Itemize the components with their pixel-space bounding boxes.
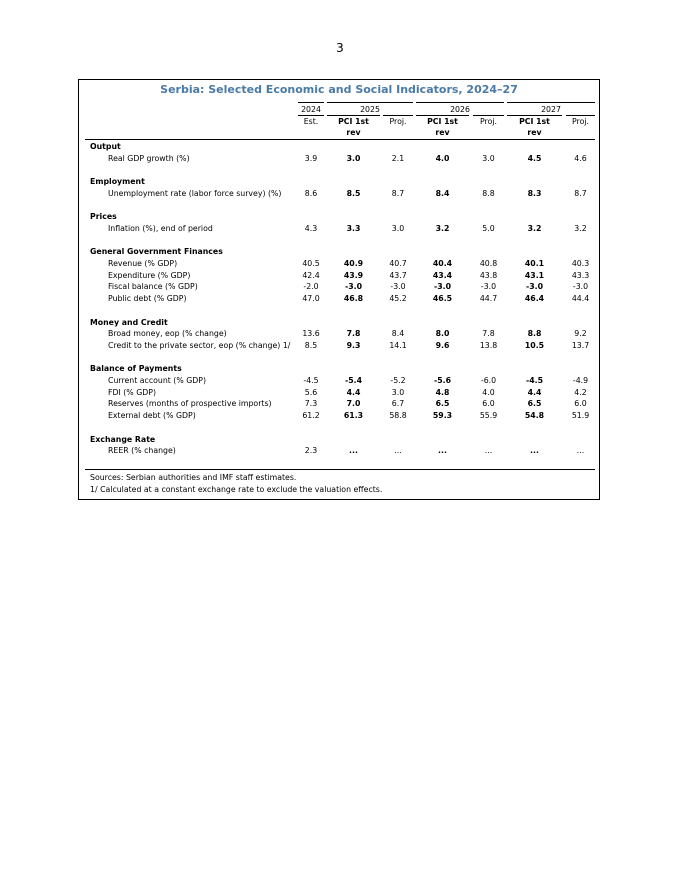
section-heading: Exchange Rate <box>90 434 156 444</box>
table-cell: 54.8 <box>524 411 545 421</box>
table-cell: 8.5 <box>304 340 318 350</box>
table-cell: 6.0 <box>574 399 587 409</box>
page-number: 3 <box>336 41 344 55</box>
table-cell: 7.3 <box>304 399 318 409</box>
table-cell: ... <box>530 446 539 456</box>
table-cell: 40.4 <box>432 259 453 268</box>
year-rule-2025 <box>327 102 413 103</box>
section-heading: Prices <box>90 212 117 222</box>
table-cell: 4.5 <box>527 153 542 163</box>
col-pci-2025: PCI 1st <box>338 117 369 126</box>
table-cell: -5.4 <box>344 376 363 385</box>
table-cell: 44.7 <box>479 294 498 304</box>
table-cell: -5.6 <box>433 376 452 385</box>
col-pci-2026-rev: rev <box>435 128 450 137</box>
table-cell: ... <box>484 446 493 456</box>
table-cell: 13.7 <box>571 340 590 350</box>
row-label: Real GDP growth (%) <box>108 153 190 163</box>
table-cell: 44.4 <box>571 294 590 304</box>
table-cell: 4.0 <box>435 153 450 163</box>
footnote-1: 1/ Calculated at a constant exchange rate to exclude the valuation effects. <box>90 485 383 494</box>
row-label: Current account (% GDP) <box>108 376 207 385</box>
table-cell: 2.1 <box>391 153 405 163</box>
sources-note: Sources: Serbian authorities and IMF staff estimates. <box>90 473 297 482</box>
table-cell: -3.0 <box>433 282 452 292</box>
table-cell: 3.0 <box>346 153 361 163</box>
row-label: Credit to the private sector, eop (% change) 1/ <box>108 340 291 350</box>
table-cell: 8.4 <box>435 188 450 198</box>
header-rule <box>85 139 595 140</box>
table-cell: 4.8 <box>435 387 450 397</box>
table-cell: 43.7 <box>389 270 407 280</box>
table-cell: 6.0 <box>482 399 495 409</box>
year-2026: 2026 <box>450 105 470 114</box>
table-cell: 9.3 <box>346 340 361 350</box>
section-heading: Output <box>90 142 121 151</box>
table-cell: 3.0 <box>482 153 495 163</box>
table-cell: -3.0 <box>344 282 363 292</box>
table-cell: 43.9 <box>343 270 364 280</box>
row-label: Revenue (% GDP) <box>108 259 178 268</box>
table-cell: 6.7 <box>391 399 405 409</box>
table-cell: ... <box>349 446 358 456</box>
table-cell: -3.0 <box>480 282 497 292</box>
table-cell: 7.0 <box>346 399 361 409</box>
table-cell: 9.6 <box>435 340 450 350</box>
table-cell: 8.4 <box>391 329 405 339</box>
row-label: External debt (% GDP) <box>108 411 196 421</box>
table-cell: 8.0 <box>435 329 450 339</box>
row-label: Expenditure (% GDP) <box>108 270 191 280</box>
table-cell: 3.0 <box>391 387 405 397</box>
row-label: Reserves (months of prospective imports) <box>108 399 272 409</box>
col-pci-2026: PCI 1st <box>427 117 458 126</box>
table-cell: -6.0 <box>480 376 497 385</box>
table-cell: 46.5 <box>432 294 453 304</box>
table-cell: 8.3 <box>527 188 542 198</box>
table-cell: 8.7 <box>391 188 405 198</box>
row-label: Public debt (% GDP) <box>108 294 187 304</box>
col-proj-2025: Proj. <box>389 117 407 126</box>
year-rule-2024 <box>298 102 324 103</box>
table-cell: ... <box>576 446 585 456</box>
table-cell: 3.2 <box>574 223 587 233</box>
table-cell: 3.3 <box>346 223 361 233</box>
table-cell: 55.9 <box>479 411 498 421</box>
table-cell: -5.2 <box>390 376 406 385</box>
table-cell: 10.5 <box>524 340 545 350</box>
row-label: Broad money, eop (% change) <box>108 329 227 339</box>
table-cell: -4.9 <box>572 376 589 385</box>
table-cell: 4.0 <box>482 387 495 397</box>
table-cell: 3.2 <box>527 223 542 233</box>
row-label: Inflation (%), end of period <box>108 223 213 233</box>
table-cell: 46.4 <box>524 294 545 304</box>
table-cell: 3.9 <box>304 153 318 163</box>
table-cell: 4.3 <box>304 223 318 233</box>
table-cell: 13.6 <box>302 329 320 339</box>
col-pci-2027: PCI 1st <box>519 117 550 126</box>
table-cell: 61.2 <box>302 411 320 421</box>
table-cell: 9.2 <box>574 329 587 339</box>
table-cell: 13.8 <box>479 340 498 350</box>
table-cell: 14.1 <box>389 340 407 350</box>
table-cell: 8.6 <box>304 188 318 198</box>
year-rule-2027 <box>507 102 595 103</box>
table-cell: -4.5 <box>525 376 544 385</box>
table-cell: 42.4 <box>302 270 320 280</box>
row-label: Unemployment rate (labor force survey) (%) <box>108 188 282 198</box>
col-proj-2026: Proj. <box>479 117 497 126</box>
table-cell: 8.8 <box>527 329 542 339</box>
table-cell: 40.7 <box>389 259 407 268</box>
table-cell: 58.8 <box>389 411 407 421</box>
table-cell: 43.1 <box>524 270 545 280</box>
table-cell: 40.8 <box>479 259 498 268</box>
table-cell: -3.0 <box>390 282 406 292</box>
section-heading: General Government Finances <box>90 247 223 257</box>
table-cell: 43.4 <box>432 270 453 280</box>
table-cell: 8.8 <box>482 188 495 198</box>
table-cell: 6.5 <box>527 399 542 409</box>
table-title: Serbia: Selected Economic and Social Indicators, 2024–27 <box>160 83 518 96</box>
table-cell: 43.3 <box>571 270 590 280</box>
table-cell: 59.3 <box>432 411 453 421</box>
row-label: FDI (% GDP) <box>108 387 156 397</box>
table-cell: 45.2 <box>389 294 407 304</box>
table-cell: 3.2 <box>435 223 450 233</box>
table-cell: ... <box>394 446 402 456</box>
col-proj-2027: Proj. <box>571 117 589 126</box>
table-cell: 6.5 <box>435 399 450 409</box>
year-2027: 2027 <box>541 105 561 114</box>
col-pci-2027-rev: rev <box>527 128 542 137</box>
table-cell: 3.0 <box>391 223 405 233</box>
col-est-2024: Est. <box>303 117 319 126</box>
table-cell: 4.2 <box>574 387 587 397</box>
table-cell: -2.0 <box>303 282 319 292</box>
year-2025: 2025 <box>360 105 380 114</box>
table-cell: 40.3 <box>571 259 590 268</box>
table-cell: 46.8 <box>343 294 364 304</box>
section-heading: Balance of Payments <box>90 364 182 374</box>
section-heading: Money and Credit <box>90 317 168 327</box>
year-rule-2026 <box>416 102 504 103</box>
table-cell: 7.8 <box>346 329 361 339</box>
table-cell: 4.4 <box>346 387 361 397</box>
table-cell: 5.6 <box>304 387 318 397</box>
table-cell: 61.3 <box>343 411 364 421</box>
table-cell: 47.0 <box>302 294 320 304</box>
section-heading: Employment <box>90 177 145 187</box>
table-cell: ... <box>438 446 447 456</box>
table-cell: 2.3 <box>304 446 318 456</box>
year-2024: 2024 <box>301 105 321 114</box>
table-cell: 5.0 <box>482 223 495 233</box>
table-cell: 8.5 <box>346 188 361 198</box>
notes-rule <box>85 469 595 470</box>
table-cell: 40.1 <box>524 259 545 268</box>
table-cell: 7.8 <box>482 329 495 339</box>
table-cell: -3.0 <box>572 282 589 292</box>
table-cell: 43.8 <box>479 270 498 280</box>
col-pci-2025-rev: rev <box>346 128 361 137</box>
table-cell: -3.0 <box>525 282 544 292</box>
row-label: REER (% change) <box>108 446 176 456</box>
table-cell: 40.5 <box>302 259 320 268</box>
table-cell: -4.5 <box>303 376 319 385</box>
table-cell: 51.9 <box>571 411 590 421</box>
table-cell: 4.4 <box>527 387 542 397</box>
indicators-table <box>78 79 600 500</box>
row-label: Fiscal balance (% GDP) <box>108 282 198 292</box>
table-cell: 8.7 <box>574 188 587 198</box>
table-cell: 40.9 <box>343 259 364 268</box>
table-cell: 4.6 <box>574 153 587 163</box>
